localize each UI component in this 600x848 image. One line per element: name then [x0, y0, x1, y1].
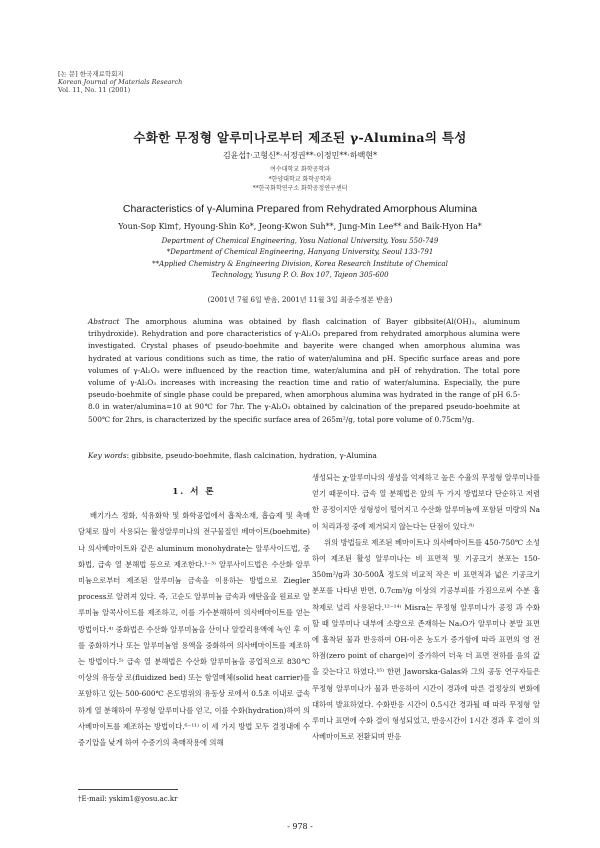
abstract: [88, 316, 520, 426]
left-column: [78, 476, 310, 751]
korean-affiliation: 여수대학교 화학공학과: [270, 166, 330, 173]
english-affiliation: Technology, Yusung P. O. Box 107, Tajeon 305-600: [211, 270, 389, 279]
right-column: [312, 470, 540, 745]
journal-volume: Vol. 11, No. 11 (2001): [58, 86, 131, 94]
english-affiliation: *Department of Chemical Engineering, Hanyang University, Seoul 133-791: [166, 248, 434, 257]
korean-title: 수화한 무정형 알루미나로부터 제조된 γ-Alumina의 특성: [133, 130, 467, 145]
body-paragraph: 위의 방법들로 제조된 베마이트나 의사베마이트를 450-750℃ 소성하여 제조된 활성 알루미나는 비 표면적 및 기공크기 분포는 150-350m²/g과 30-500Å 정도의 비교적 작은 비 표면적과 넓은 기공크기 분포를 나타낸 반면, 0.7cm³/g 이상의 기공부피를 가짐으로써 수분 흡착제로 널리 사용된다.¹²⁻¹⁴⁾ Misra는 무정형 알루미나가 공정 과 수화할 때 알루미나 내부에 소량으로 존재하는 Na₂O가 알루미나 분말 표면에 흡착된 물과 반응하여 OH-이온 농도가 증가함에 따라 표면의 영 전하점(zero point of charge)이 증가하여 더욱 더 표면 전하를 음의 값을 갖는다고 하였다.¹⁵⁾ 한편 Jaworska-Galas와 그의 공동 연구자들은 무정형 알루미나가 물과 반응하여 시간이 경과에 따른 결정상의 변화에 대하여 발표하였다. 수화반응 시간이 0.5시간 경과될 때 따라 무정형 알루미나 표면에 수화 결이 형성되었고, 반응시간이 1시간 경과 후 결이 의사베마이트로 전환되며 반응: [312, 537, 540, 742]
footnote-divider: [78, 789, 178, 790]
korean-affiliations: [0, 165, 600, 194]
journal-category: [논 문] 한국재료학회지: [58, 70, 124, 78]
keywords: [88, 450, 520, 461]
english-affiliation: **Applied Chemistry & Engineering Division, Korea Research Institute of Chemical: [152, 259, 448, 268]
keywords-label: Key words: [88, 451, 127, 460]
korean-affiliation: *한양대학교 화학공학과: [268, 175, 332, 183]
english-affiliation: Department of Chemical Engineering, Yosu National University, Yosu 550-749: [161, 237, 439, 245]
received-date: (2001년 7월 6일 받음, 2001년 11월 3일 최종수정본 받음): [207, 296, 393, 304]
keywords-text: : gibbsite, pseudo-boehmite, flash calcination, hydration, γ-Alumina: [126, 451, 377, 460]
journal-name: Korean Journal of Materials Research: [58, 78, 183, 86]
korean-affiliation: **한국화학연구소 화학공정연구센터: [252, 185, 348, 192]
korean-authors: 김윤섭†·고형신*·서정권**·이정민**·하백현*: [222, 151, 378, 160]
section-heading: 1. 서 론: [172, 487, 216, 497]
footnote-email: †E-mail: yskim1@yosu.ac.kr: [78, 795, 178, 803]
journal-header: [58, 70, 182, 94]
english-title: Characteristics of γ-Alumina Prepared from Rehydrated Amorphous Alumina: [122, 203, 478, 215]
abstract-label: Abstract: [88, 317, 120, 326]
body-paragraph: 생성되는 χ-알루미나의 생성을 억제하고 높은 수율의 무정형 알루미나를 얻기 때문이다. 급속 열 분해법은 앞의 두 가지 방법보다 단순하고 저렴한 공정이지만 성형성이 떨어지고 수산화 알루미늄에 포함된 미량의 Na이 처리과정 중에 제거되지 않는다는 단점이 있다.⁸⁾: [312, 473, 540, 531]
english-affiliations: [0, 236, 600, 281]
page-number: - 978 -: [287, 822, 313, 831]
body-paragraph: 배기가스 정화, 석유화학 및 화학공업에서 흡착소재, 흡습제 및 촉매담체로 많이 사용되는 활성알루미나의 전구물질인 베마이트(boehmite)나 의사베마이트와 같은 aluminum monohydrate는 알루사이드법, 중화법, 급속 열 분해법 등으로 제조한다.¹⁻³⁾ 알루사이드법은 수산화 알루미늄으로부터 제조된 알루미늄 금속을 이용하는 방법으로 Ziegler process로 알려져 있다. 즉, 고순도 알루미늄 금속과 에탄올을 원료로 알루미늄 알콕사이드를 제조하고, 이를 가수분해하여 의사베마이트를 얻는 방법이다.⁴⁾ 중화법은 수산화 알루미늄을 산이나 알칼리용액에 녹인 후 이를 중화하거나 또는 알루미늄염 용액을 중화하여 의사베마이트를 제조하는 방법이다.⁵⁾ 급속 열 분해법은 수산화 알루미늄을 공업적으로 830℃ 이상의 유동상 로(fluidized bed) 또는 함열매체(solid heat carrier)를 포함하고 있는 500-600℃ 온도범위의 유동상 로에서 0.5초 이내로 급속하게 열 분해하여 무정형 알루미나를 얻고, 이를 수화(hydration)하여 의사베마이트를 제조하는 방법이다.⁶⁻¹¹⁾ 이 세 가지 방법 모두 결정내에 수증기압을 낮게 하여 수증기의 촉매작용에 의해: [78, 511, 310, 748]
english-authors: Youn-Sop Kim†, Hyoung-Shin Ko*, Jeong-Kwon Suh**, Jung-Min Lee** and Baik-Hyon Ha*: [118, 222, 482, 231]
abstract-text: The amorphous alumina was obtained by flash calcination of Bayer gibbsite(Al(OH)₃, aluminum trihydroxide). Rehydration and pore characteristics of γ-Al₂O₃ prepared from rehydrated amorphous alumina were investigated. Crystal phases of pseudo-boehmite and bayerite were changed when amorphous alumina was hydrated at various conditions such as time, the ratio of water/alumina and pH. Specific surface areas and pore volumes of γ-Al₂O₃ were influenced by the reaction time, water/alumina and pH of rehydration. The total pore volume of γ-Al₂O₃ increases with increasing the reaction time and ratio of water/alumina. Especially, the pure pseudo-boehmite of single phase could be prepared, when amorphous alumina was hydrated in the range of pH 6.5-8.0 in water/alumina=10 at 90℃ for 7hr. The γ-Al₂O₃ obtained by calcination of the prepared pseudo-boehmite at 500℃ for 2hrs, is characterized by the specific surface area of 265m²/g, total pore volume of 0.75cm³/g.: [88, 317, 520, 424]
